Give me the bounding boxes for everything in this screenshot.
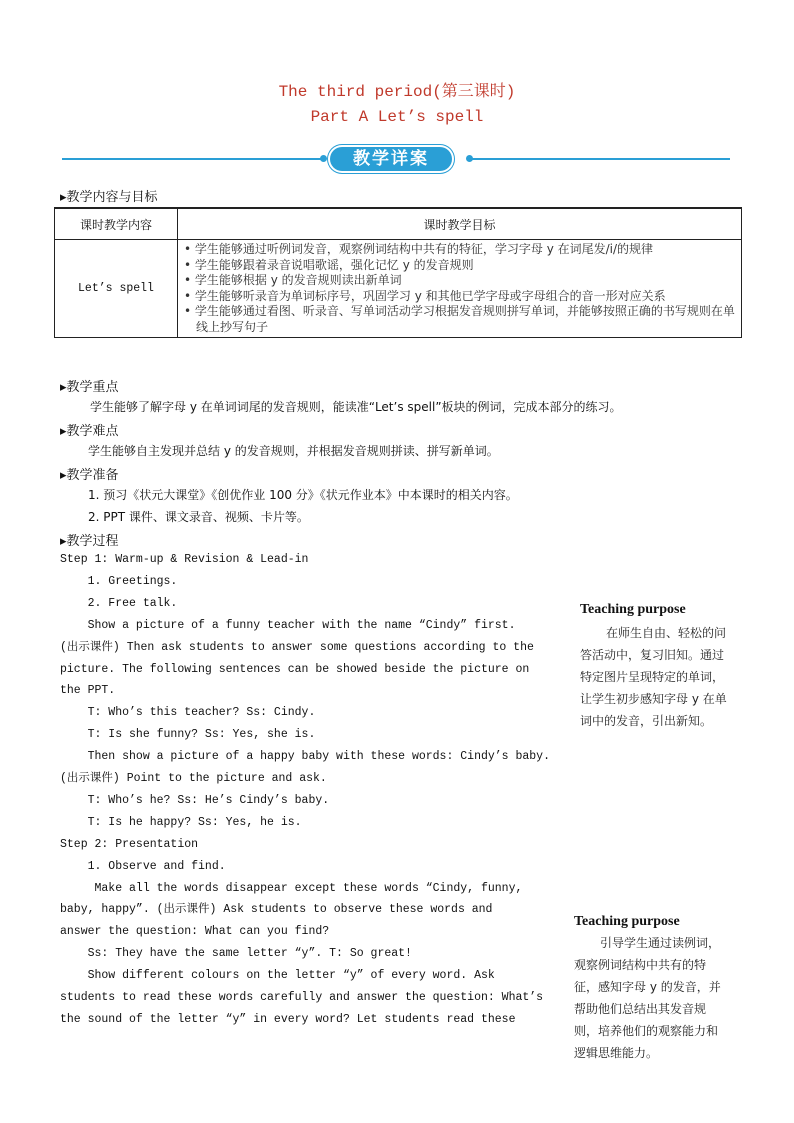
process-line: T: Is she funny? Ss: Yes, she is.	[60, 728, 316, 742]
sidebar-line: 征，感知字母 y 的发音，并	[574, 980, 721, 994]
process-line: 1. Observe and find.	[60, 859, 226, 873]
sidebar-line: 词中的发音，引出新知。	[580, 714, 713, 728]
process-line: T: Is he happy? Ss: Yes, he is.	[60, 815, 302, 829]
process-line: 2. Free talk.	[60, 596, 178, 610]
table-header-goals: 课时教学目标	[178, 208, 742, 240]
sidebar-note	[580, 622, 750, 732]
sidebar-line: 则，培养他们的观察能力和	[574, 1024, 719, 1038]
goal-item: • 学生能够通过听例词发音，观察例词结构中共有的特征，学习字母 y 在词尾发/i/的规律	[184, 242, 654, 256]
process-line: baby, happy”. (出示课件) Ask students to observe these words and	[60, 903, 493, 917]
difficulty-heading: ▸教学难点	[60, 424, 119, 439]
process-line: the PPT.	[60, 684, 116, 698]
table-cell-goals	[178, 240, 742, 338]
process-line: T: Who’s he? Ss: He’s Cindy’s baby.	[60, 793, 330, 807]
goal-item: • 学生能够听录音为单词标序号，巩固学习 y 和其他已学字母或字母组合的音一形对应关系	[184, 288, 666, 303]
banner-label: 教学详案	[330, 147, 452, 171]
process-line: (出示课件) Point to the picture and ask.	[60, 772, 327, 785]
process-line: Ss: They have the same letter “y”. T: So great!	[60, 947, 412, 961]
process-line: (出示课件) Then ask students to answer some questions according to the	[60, 640, 534, 654]
preparation-item: 2. PPT 课件、课文录音、视频、卡片等。	[88, 510, 309, 524]
sidebar-title: Teaching purpose	[580, 602, 686, 617]
objectives-table	[54, 207, 742, 338]
table-header-content: 课时教学内容	[55, 208, 178, 240]
table-cell-content: Let’s spell	[55, 240, 178, 338]
sidebar-line: 观察例词结构中共有的特	[574, 958, 707, 972]
focus-text: 学生能够了解字母 y 在单词词尾的发音规则，能读准“Let’s spell”板块的例词，完成本部分的练习。	[90, 400, 622, 414]
process-line: Then show a picture of a happy baby with these words: Cindy’s baby.	[60, 750, 550, 764]
focus-heading: ▸教学重点	[60, 380, 119, 395]
process-line: Show a picture of a funny teacher with the name “Cindy” first.	[60, 618, 516, 632]
goal-item: • 学生能够根据 y 的发音规则读出新单词	[184, 273, 402, 287]
sidebar-line: 特定图片呈现特定的单词，	[580, 670, 725, 684]
process-line: students to read these words carefully and answer the question: What’s	[60, 991, 544, 1004]
difficulty-text: 学生能够自主发现并总结 y 的发音规则，并根据发音规则拼读、拼写新单词。	[88, 444, 499, 458]
sidebar-line: 逻辑思维能力。	[574, 1046, 659, 1060]
process-line: picture. The following sentences can be showed beside the picture on	[60, 662, 530, 676]
process-line: the sound of the letter “y” in every word? Let students read these	[60, 1012, 516, 1026]
page-title: The third period(第三课时)	[278, 83, 516, 101]
sidebar-line: 帮助他们总结出其发音规	[574, 1002, 707, 1016]
sidebar-note	[574, 932, 750, 1064]
process-line: Make all the words disappear except these words “Cindy, funny,	[60, 881, 523, 895]
preparation-heading: ▸教学准备	[60, 468, 119, 483]
process-line: Step 1: Warm-up & Revision & Lead-in	[60, 553, 309, 566]
process-line: Step 2: Presentation	[60, 837, 199, 851]
banner-rule-right	[468, 158, 730, 160]
process-heading: ▸教学过程	[60, 534, 119, 549]
preparation-item: 1. 预习《状元大课堂》《创优作业 100 分》《状元作业本》中本课时的相关内容。	[88, 488, 518, 502]
page-subtitle: Part A Let’s spell	[310, 108, 484, 126]
section-banner	[62, 146, 730, 172]
sidebar-line: 引导学生通过读例词，	[600, 936, 721, 950]
section-objectives-heading: ▸教学内容与目标	[60, 190, 158, 205]
process-line: Show different colours on the letter “y” of every word. Ask	[60, 969, 495, 983]
sidebar-line: 让学生初步感知字母 y 在单	[580, 692, 727, 706]
process-line: T: Who’s this teacher? Ss: Cindy.	[60, 706, 316, 720]
banner-rule-left	[62, 158, 324, 160]
process-line: 1. Greetings.	[60, 574, 178, 588]
goal-item: • 学生能够跟着录音说唱歌谣，强化记忆 y 的发音规则	[184, 257, 474, 272]
sidebar-line: 答活动中，复习旧知。通过	[580, 648, 725, 662]
banner-dot-icon	[320, 155, 327, 162]
sidebar-line: 在师生自由、轻松的问	[606, 626, 727, 640]
process-line: answer the question: What can you find?	[60, 925, 330, 939]
sidebar-title: Teaching purpose	[574, 914, 680, 929]
goal-item: • 学生能够通过看图、听录音、写单词活动学习根据发音规则拼写单词，并能够按照正确的书写规则在单线上抄写句子	[184, 304, 735, 334]
